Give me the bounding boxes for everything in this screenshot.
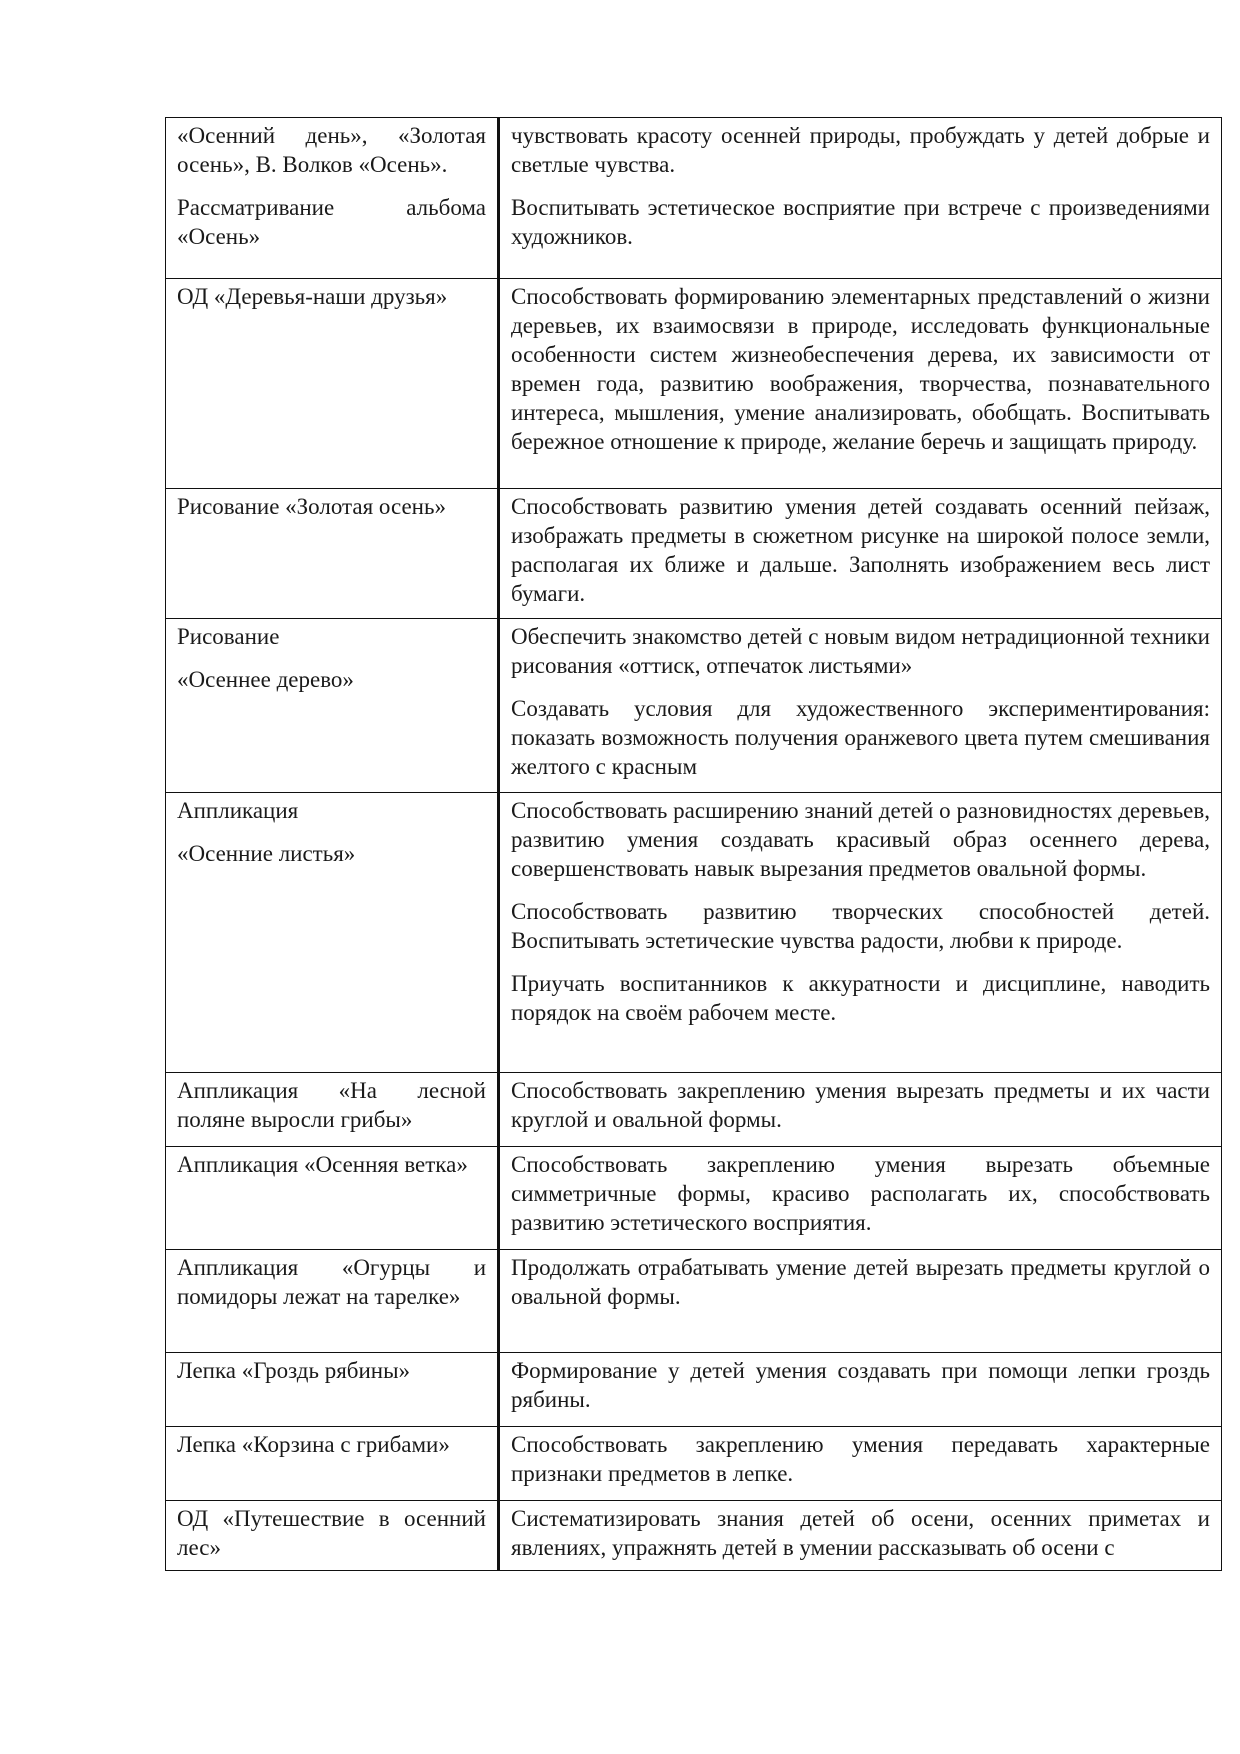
activity-cell	[166, 1427, 499, 1501]
goal-cell	[499, 1250, 1222, 1353]
activity-text: ОД «Путешествие в осенний лес»	[177, 1506, 486, 1560]
goal-cell	[499, 489, 1222, 619]
activity-cell	[166, 118, 499, 279]
goal-text: Приучать воспитанников к аккуратности и дисциплине, наводить порядок на своём рабочем месте.	[511, 971, 1210, 1025]
table-row	[166, 118, 1222, 279]
activity-text: Рисование	[177, 624, 280, 649]
activity-text: Рассматривание альбома «Осень»	[177, 195, 486, 249]
goal-cell	[499, 619, 1222, 793]
goal-text: Систематизировать знания детей об осени, осенних приметах и явлениях, упражнять детей в умении рассказывать об осени с	[511, 1506, 1210, 1560]
table-row	[166, 1147, 1222, 1250]
activity-cell	[166, 489, 499, 619]
goal-text: Способствовать закреплению умения передавать характерные признаки предметов в лепке.	[511, 1432, 1210, 1486]
table-row	[166, 793, 1222, 1073]
activity-text: Аппликация «Осенняя ветка»	[177, 1152, 468, 1177]
goal-cell	[499, 1353, 1222, 1427]
goal-cell	[499, 1073, 1222, 1147]
goal-text: Способствовать закреплению умения вырезать предметы и их части круглой и овальной формы.	[511, 1078, 1210, 1132]
goal-text: Способствовать расширению знаний детей о разновидностях деревьев, развитию умения создавать красивый образ осеннего дерева, совершенствовать навык вырезания предметов овальной формы.	[511, 798, 1210, 881]
goal-cell	[499, 279, 1222, 489]
goal-text: Воспитывать эстетическое восприятие при встрече с произведениями художников.	[511, 195, 1210, 249]
goal-text: чувствовать красоту осенней природы, пробуждать у детей добрые и светлые чувства.	[511, 123, 1210, 177]
activity-cell	[166, 1073, 499, 1147]
table-row	[166, 619, 1222, 793]
goal-cell	[499, 1147, 1222, 1250]
goal-text: Способствовать закреплению умения вырезать объемные симметричные формы, красиво располагать их, способствовать развитию эстетического восприятия.	[511, 1152, 1210, 1235]
goal-cell	[499, 118, 1222, 279]
goal-text: Способствовать развитию умения детей создавать осенний пейзаж, изображать предметы в сюжетном рисунке на широкой полосе земли, располагая их ближе и дальше. Заполнять изображением весь лист бумаги.	[511, 494, 1210, 606]
goal-text: Способствовать развитию творческих способностей детей. Воспитывать эстетические чувства радости, любви к природе.	[511, 899, 1210, 953]
activity-cell	[166, 1353, 499, 1427]
goal-cell	[499, 793, 1222, 1073]
activity-text: Рисование «Золотая осень»	[177, 494, 446, 519]
activity-text: «Осеннее дерево»	[177, 667, 354, 692]
table-row	[166, 1353, 1222, 1427]
activity-cell	[166, 1501, 499, 1571]
activity-text: Лепка «Корзина с грибами»	[177, 1432, 450, 1457]
activity-cell	[166, 279, 499, 489]
activity-cell	[166, 793, 499, 1073]
goal-cell	[499, 1427, 1222, 1501]
activity-text: «Осенние листья»	[177, 841, 356, 866]
goal-text: Формирование у детей умения создавать при помощи лепки гроздь рябины.	[511, 1358, 1210, 1412]
activity-cell	[166, 619, 499, 793]
activity-text: Аппликация	[177, 798, 299, 823]
table-row	[166, 489, 1222, 619]
activity-text: Аппликация «На лесной поляне выросли грибы»	[177, 1078, 486, 1132]
activity-cell	[166, 1147, 499, 1250]
table-row	[166, 279, 1222, 489]
activity-text: Лепка «Гроздь рябины»	[177, 1358, 411, 1383]
goal-cell	[499, 1501, 1222, 1571]
goal-text: Создавать условия для художественного экспериментирования: показать возможность получения оранжевого цвета путем смешивания желтого с красным	[511, 696, 1210, 779]
goal-text: Обеспечить знакомство детей с новым видом нетрадиционной техники рисования «оттиск, отпечаток листьями»	[511, 624, 1210, 678]
activity-text: ОД «Деревья-наши друзья»	[177, 284, 448, 309]
activity-text: «Осенний день», «Золотая осень», В. Волков «Осень».	[177, 123, 486, 177]
goal-text: Способствовать формированию элементарных представлений о жизни деревьев, их взаимосвязи в природе, исследовать функциональные особенности систем жизнеобеспечения дерева, их зависимости от времен года, развитию воображения, творчества, познавательного интереса, мышления, умение анализировать, обобщать. Воспитывать бережное отношение к природе, желание беречь и защищать природу.	[511, 284, 1210, 454]
goal-text: Продолжать отрабатывать умение детей вырезать предметы круглой о овальной формы.	[511, 1255, 1210, 1309]
table-row	[166, 1250, 1222, 1353]
table-row	[166, 1427, 1222, 1501]
activity-table	[165, 117, 1222, 1571]
table-row	[166, 1073, 1222, 1147]
activity-cell	[166, 1250, 499, 1353]
activity-text: Аппликация «Огурцы и помидоры лежат на тарелке»	[177, 1255, 486, 1309]
table-row	[166, 1501, 1222, 1571]
